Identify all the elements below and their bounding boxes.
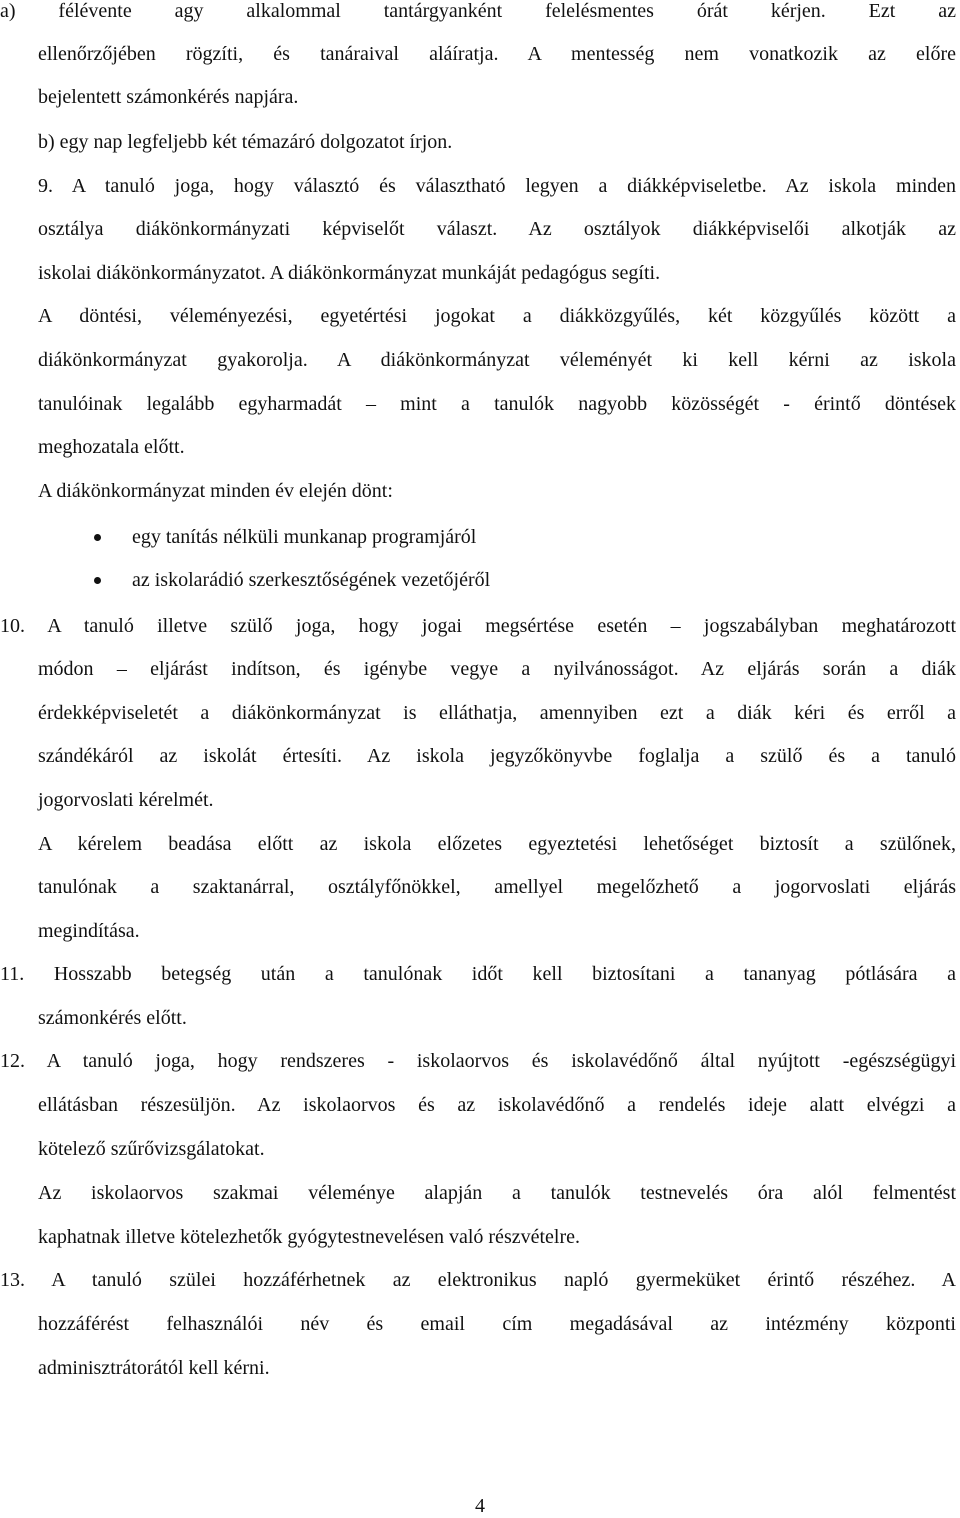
bullet-icon xyxy=(94,577,101,584)
text-line: megindítása. xyxy=(38,920,140,942)
text-line: 10. A tanuló illetve szülő joga, hogy jogai megsértése esetén – jogszabályban meghatározott xyxy=(0,615,956,637)
text-line: bejelentett számonkérés napjára. xyxy=(38,86,299,108)
text-line: 13. A tanuló szülei hozzáférhetnek az elektronikus napló gyermeküket érintő részéhez. A xyxy=(0,1269,956,1291)
bullet-icon xyxy=(94,534,101,541)
text-line: hozzáférést felhasználói név és email cím megadásával az intézmény központi xyxy=(38,1313,956,1335)
text-line: A kérelem beadása előtt az iskola előzetes egyeztetési lehetőséget biztosít a szülőnek, xyxy=(38,833,956,855)
text-line: iskolai diákönkormányzatot. A diákönkormányzat munkáját pedagógus segíti. xyxy=(38,262,661,284)
text-line: 9. A tanuló joga, hogy választó és választható legyen a diákképviseletbe. Az iskola minden xyxy=(38,175,956,197)
text-line: 11. Hosszabb betegség után a tanulónak időt kell biztosítani a tananyag pótlására a xyxy=(0,963,956,985)
text-line: szándékáról az iskolát értesíti. Az iskola jegyzőkönyvbe foglalja a szülő és a tanuló xyxy=(38,745,956,767)
text-line: a) félévente agy alkalommal tantárgyanként felelésmentes órát kérjen. Ezt az xyxy=(0,0,956,22)
page-number: 4 xyxy=(475,1495,485,1517)
text-line: számonkérés előtt. xyxy=(38,1007,187,1029)
text-line: diákönkormányzat gyakorolja. A diákönkormányzat véleményét ki kell kérni az iskola xyxy=(38,349,956,371)
text-line: b) egy nap legfeljebb két témazáró dolgozatot írjon. xyxy=(38,131,453,153)
text-line: Az iskolaorvos szakmai véleménye alapján a tanulók testnevelés óra alól felmentést xyxy=(38,1182,956,1204)
text-line: módon – eljárást indítson, és igénybe vegye a nyilvánosságot. Az eljárás során a diák xyxy=(38,658,956,680)
text-line: ellenőrzőjében rögzíti, és tanáraival aláíratja. A mentesség nem vonatkozik az előre xyxy=(38,43,956,65)
text-line: osztálya diákönkormányzati képviselőt választ. Az osztályok diákképviselői alkotják az xyxy=(38,218,956,240)
text-line: A döntési, véleményezési, egyetértési jogokat a diákközgyűlés, két közgyűlés között a xyxy=(38,305,956,327)
text-line: 12. A tanuló joga, hogy rendszeres - iskolaorvos és iskolavédőnő által nyújtott -egészségügyi xyxy=(0,1050,956,1072)
list-item: egy tanítás nélküli munkanap programjáról xyxy=(132,526,477,548)
text-line: adminisztrátorától kell kérni. xyxy=(38,1357,270,1379)
text-line: ellátásban részesüljön. Az iskolaorvos és az iskolavédőnő a rendelés ideje alatt elvégzi a xyxy=(38,1094,956,1116)
text-line: jogorvoslati kérelmét. xyxy=(38,789,214,811)
text-line: tanulóinak legalább egyharmadát – mint a tanulók nagyobb közösségét - érintő döntések xyxy=(38,393,956,415)
text-line: meghozatala előtt. xyxy=(38,436,185,458)
text-line: kötelező szűrővizsgálatokat. xyxy=(38,1138,265,1160)
text-line: kaphatnak illetve kötelezhetők gyógytestnevelésen való részvételre. xyxy=(38,1226,581,1248)
list-item: az iskolarádió szerkesztőségének vezetőjéről xyxy=(132,569,491,591)
text-line: A diákönkormányzat minden év elején dönt: xyxy=(38,480,393,502)
text-line: tanulónak a szaktanárral, osztályfőnökkel, amellyel megelőzhető a jogorvoslati eljárás xyxy=(38,876,956,898)
text-line: érdekképviseletét a diákönkormányzat is elláthatja, amennyiben ezt a diák kéri és erről a xyxy=(38,702,956,724)
